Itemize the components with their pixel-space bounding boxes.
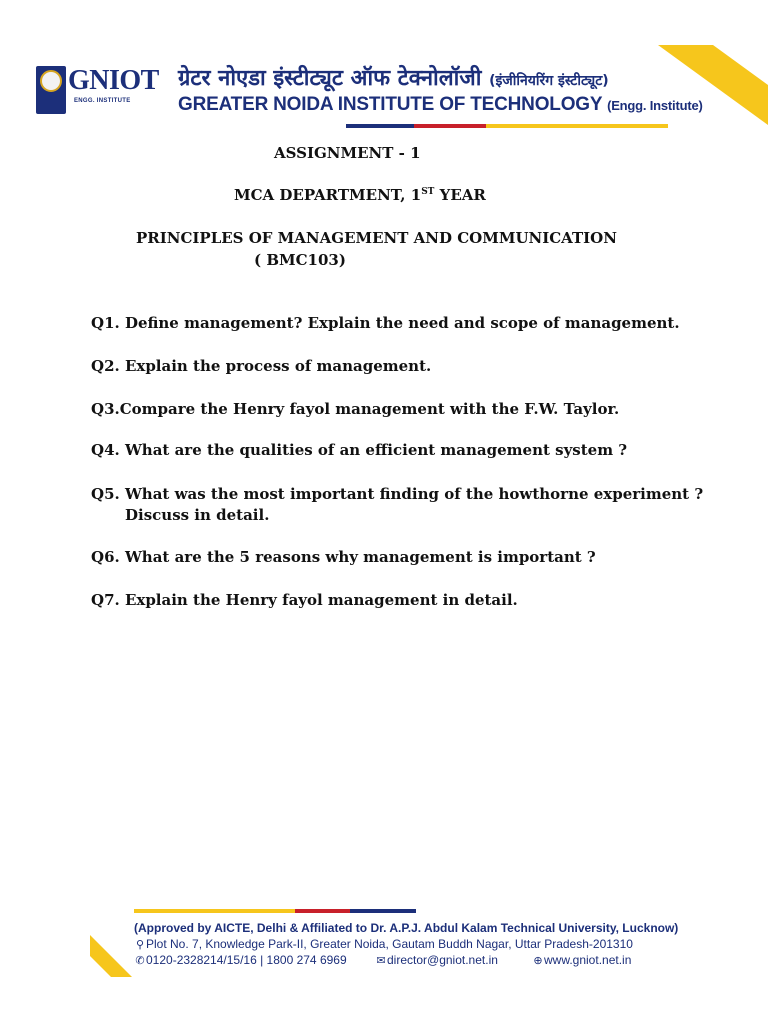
footer-website[interactable]: www.gniot.net.in <box>544 953 632 967</box>
institute-name-english-sub: (Engg. Institute) <box>607 98 703 113</box>
footer-contact-line <box>134 953 347 967</box>
footer-phone: 0120-2328214/15/16 | 1800 274 6969 <box>146 953 347 967</box>
department-line <box>234 186 486 204</box>
header-corner-cutout <box>713 45 768 85</box>
question-2: Q2. Explain the process of management. <box>91 357 432 375</box>
footer-email-line <box>375 953 498 967</box>
location-pin-icon: ⚲ <box>135 939 145 951</box>
institute-name-english <box>178 94 703 116</box>
institute-name-hindi <box>178 66 609 94</box>
globe-icon: ⊕ <box>533 955 543 967</box>
institute-name-hindi-main: ग्रेटर नोएडा इंस्टीट्यूट ऑफ टेक्नोलॉजी <box>178 66 482 91</box>
department-suffix: YEAR <box>434 186 486 204</box>
phone-icon: ✆ <box>135 955 145 967</box>
footer-stripe-blue <box>350 909 416 913</box>
header-stripe-yellow <box>486 124 668 128</box>
question-4: Q4. What are the qualities of an efficient management system ? <box>91 441 628 459</box>
logo-seal-icon <box>40 70 62 92</box>
footer-approval: (Approved by AICTE, Delhi & Affiliated to Dr. A.P.J. Abdul Kalam Technical University, Lucknow) <box>134 921 679 935</box>
question-7: Q7. Explain the Henry fayol management in detail. <box>91 591 518 609</box>
footer-website-line <box>532 953 631 967</box>
question-1: Q1. Define management? Explain the need and scope of management. <box>91 314 680 332</box>
header-stripe-blue <box>346 124 414 128</box>
logo-text: GNIOT <box>68 65 159 96</box>
department-ordinal: ST <box>421 187 435 197</box>
footer-stripe-red <box>295 909 350 913</box>
question-6: Q6. What are the 5 reasons why management is important ? <box>91 548 596 566</box>
logo-subtext: ENGG. INSTITUTE <box>74 98 131 104</box>
question-5: Q5. What was the most important finding of the howthorne experiment ? <box>91 485 704 503</box>
footer-corner-cutout <box>90 956 111 977</box>
subject-title: PRINCIPLES OF MANAGEMENT AND COMMUNICATION <box>136 229 617 247</box>
institute-name-english-main: GREATER NOIDA INSTITUTE OF TECHNOLOGY <box>178 94 602 115</box>
institute-name-hindi-sub: (इंजीनियरिंग इंस्टीट्यूट) <box>489 73 609 89</box>
header-stripe-red <box>414 124 486 128</box>
footer-stripe-yellow <box>134 909 295 913</box>
department-prefix: MCA DEPARTMENT, 1 <box>234 186 422 204</box>
footer-address: Plot No. 7, Knowledge Park-II, Greater Noida, Gautam Buddh Nagar, Uttar Pradesh-201310 <box>146 937 633 951</box>
footer-address-line <box>134 937 633 951</box>
subject-code: ( BMC103) <box>254 251 346 269</box>
question-3: Q3.Compare the Henry fayol management with the F.W. Taylor. <box>91 400 620 418</box>
assignment-title: ASSIGNMENT - 1 <box>274 144 421 162</box>
mail-icon: ✉ <box>376 955 386 967</box>
question-5-continuation: Discuss in detail. <box>125 506 270 524</box>
footer-email[interactable]: director@gniot.net.in <box>387 953 498 967</box>
